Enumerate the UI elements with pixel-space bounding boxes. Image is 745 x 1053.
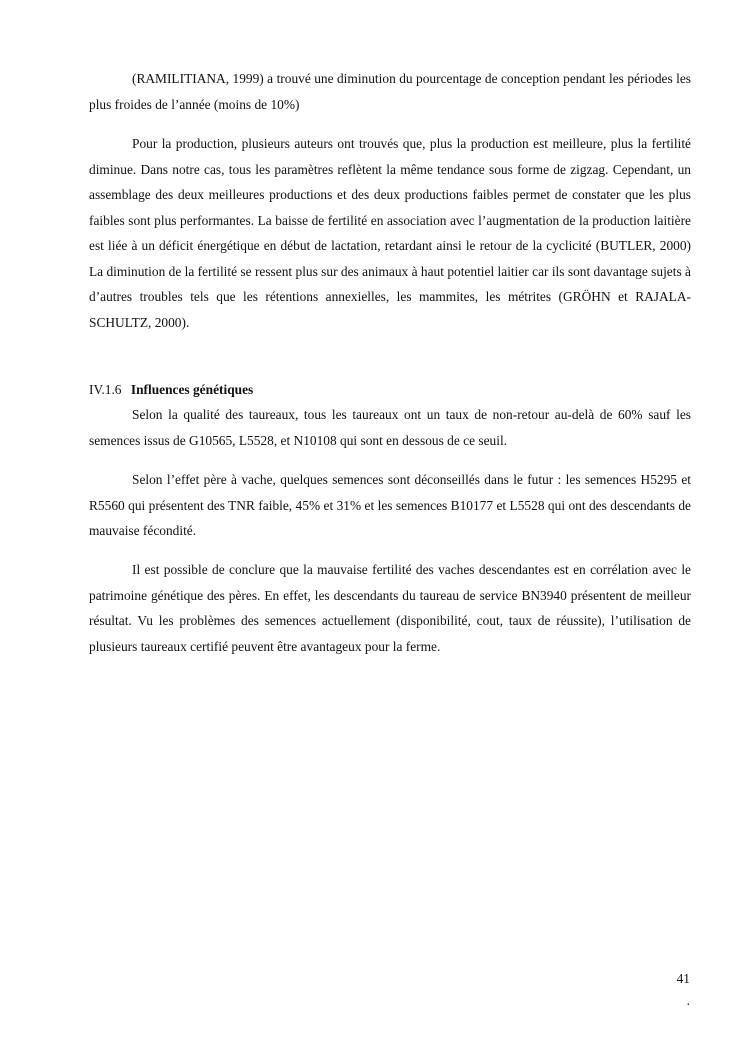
section-number: IV.1.6: [89, 382, 122, 397]
page-number: 41: [676, 971, 690, 986]
paragraph-sire-effect: Selon l’effet père à vache, quelques semences sont déconseillés dans le futur : les semences H5295 et R5560 qui présentent des TNR faible, 45% et 31% et les semences B10177 et L5528 qui ont des descendants de mauvaise fécondité.: [89, 472, 691, 538]
section-title: Influences génétiques: [130, 382, 254, 397]
page-footer-dot: .: [686, 993, 690, 1008]
section-heading: [89, 377, 691, 403]
paragraph-conclusion: Il est possible de conclure que la mauvaise fertilité des vaches descendantes est en corrélation avec le patrimoine génétique des pères. En effet, les descendants du taureau de service BN3940 présentent de meilleur résultat. Vu les problèmes des semences actuellement (disponibilité, cout, taux de réussite), l’utilisation de plusieurs taureaux certifié peuvent être avantageux pour la ferme.: [89, 562, 691, 654]
paragraph-bull-quality: Selon la qualité des taureaux, tous les taureaux ont un taux de non-retour au-delà de 60% sauf les semences issus de G10565, L5528, et N10108 qui sont en dessous de ce seuil.: [89, 407, 691, 448]
paragraph-production-fertility: Pour la production, plusieurs auteurs ont trouvés que, plus la production est meilleure, plus la fertilité diminue. Dans notre cas, tous les paramètres reflètent la même tendance sous forme de zigzag. Cependant, un assemblage des deux meilleures productions et des deux productions faibles permet de constater que les plus faibles sont plus performantes. La baisse de fertilité en association avec l’augmentation de la production laitière est liée à un déficit énergétique en début de lactation, retardant ainsi le retour de la cyclicité (BUTLER, 2000) La diminution de la fertilité se ressent plus sur des animaux à haut potentiel laitier car ils sont davantage sujets à d’autres troubles tels que les rétentions annexielles, les mammites, les métrites (GRÖHN et RAJALA-SCHULTZ, 2000).: [89, 136, 691, 330]
paragraph-conception-season: (RAMILITIANA, 1999) a trouvé une diminution du pourcentage de conception pendant les périodes les plus froides de l’année (moins de 10%): [89, 71, 691, 112]
